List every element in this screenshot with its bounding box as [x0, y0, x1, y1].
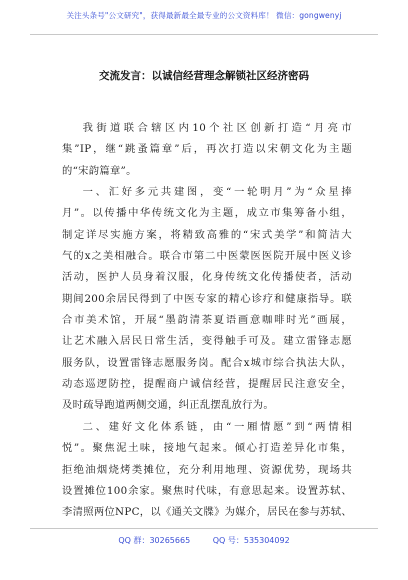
paragraph-line: 的“宋韵篇章”。	[62, 164, 137, 177]
paragraph-line: 及时疏导跑道两侧交通，纠正乱摆乱放行为。	[62, 399, 274, 412]
paragraph-line: 悦”。聚焦泥土味，接地气起来。倾心打造差异化市集，	[62, 442, 352, 455]
paragraph-line: 动态巡逻防控，提醒商户诚信经营，提醒居民注意安全，	[62, 378, 352, 391]
paragraph-line: 月”。以传播中华传统文化为主题，成立市集筹备小组，	[62, 207, 352, 220]
paragraph-line: 让艺术融入居民日常生活，变得触手可及。建立雷锋志愿	[62, 335, 352, 348]
paragraph-line: 活动，医护人员身着汉服，化身传统文化传播使者，活动	[62, 271, 352, 284]
footer-banner	[0, 535, 408, 546]
paragraph-line: 集”IP，继“跳蚤篇章”后，再次打造以宋朝文化为主题	[62, 143, 352, 156]
paragraph-line: 二、建好文化体系链，由“一厢情愿”到“两情相	[82, 420, 352, 433]
paragraph-line: 设置摊位100余家。聚焦时代味，有意思起来。设置苏轼、	[62, 484, 352, 497]
paragraph-line: 合市美术馆，开展“墨韵清茶夏语画意咖啡时光”画展，	[62, 314, 352, 327]
paragraph-line: 拒绝油烟烧烤类摊位，充分利用地理、资源优势，现场共	[62, 463, 352, 476]
paragraph-line: 期间200余居民得到了中医专家的精心诊疗和健康指导。联	[62, 292, 352, 305]
footer-divider	[30, 528, 378, 529]
header-banner: 关注头条号"公文研究"，获得最新最全最专业的公文资料库！ 微信：gongwenyj	[66, 11, 342, 20]
document-body	[62, 118, 352, 524]
paragraph-line: 制定详尽实施方案，将精致高雅的“宋式美学”和简洁大	[62, 228, 352, 241]
paragraph-line: 一、汇好多元共建图，变“一轮明月”为“众星捧	[82, 186, 352, 199]
qq-group-number: QQ 群：30265665	[118, 536, 191, 545]
paragraph-line: 我街道联合辖区内10个社区创新打造“月亮市	[82, 122, 352, 134]
document-title: 交流发言：以诚信经营理念解锁社区经济密码	[99, 70, 309, 82]
paragraph-line: 李清照两位NPC，以《通关文牒》为媒介，居民在参与苏轼、	[62, 506, 352, 519]
header-divider	[30, 34, 378, 35]
qq-account-number: QQ 号：535304092	[212, 536, 290, 545]
paragraph-line: 服务队，设置雷锋志愿服务岗。配合x城市综合执法大队，	[62, 356, 352, 369]
paragraph-line: 气的x之美相融合。联合市第二中医蒙医医院开展中医义诊	[62, 250, 352, 263]
